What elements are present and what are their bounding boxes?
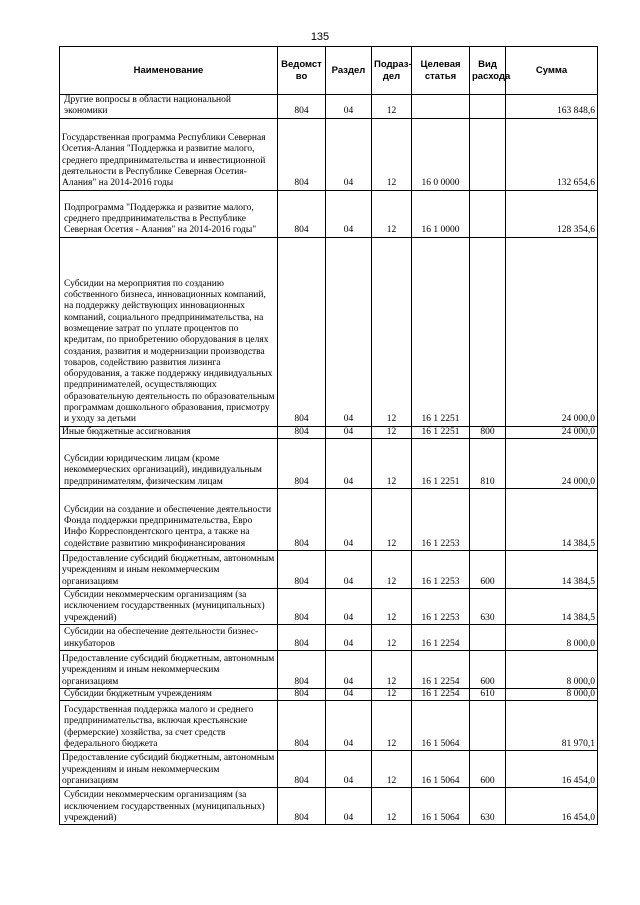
row-subsection: 12 <box>372 118 412 190</box>
row-name: Предоставление субсидий бюджетным, автономным учреждениям и иным некоммерческим организациям <box>60 550 278 588</box>
row-section: 04 <box>326 624 372 650</box>
row-section: 04 <box>326 190 372 237</box>
row-subsection: 12 <box>372 588 412 624</box>
table-row <box>60 788 598 825</box>
row-amount: 24 000,0 <box>506 237 598 426</box>
row-subsection: 12 <box>372 701 412 751</box>
row-expense-type: 630 <box>470 788 506 825</box>
row-section: 04 <box>326 588 372 624</box>
row-dept: 804 <box>278 190 326 237</box>
row-target: 16 1 2251 <box>412 426 470 438</box>
row-subsection: 12 <box>372 237 412 426</box>
row-amount: 128 354,6 <box>506 190 598 237</box>
row-expense-type: 600 <box>470 550 506 588</box>
row-amount: 8 000,0 <box>506 650 598 688</box>
row-target: 16 1 5064 <box>412 701 470 751</box>
row-dept: 804 <box>278 118 326 190</box>
table-row <box>60 488 598 550</box>
row-expense-type: 610 <box>470 688 506 700</box>
row-amount: 8 000,0 <box>506 688 598 700</box>
row-amount: 8 000,0 <box>506 624 598 650</box>
row-expense-type <box>470 118 506 190</box>
row-dept: 804 <box>278 688 326 700</box>
row-dept: 804 <box>278 701 326 751</box>
row-dept: 804 <box>278 624 326 650</box>
row-name: Другие вопросы в области национальной экономики <box>60 95 278 119</box>
row-subsection: 12 <box>372 426 412 438</box>
row-section: 04 <box>326 118 372 190</box>
table-row <box>60 426 598 438</box>
table-row <box>60 95 598 119</box>
table-row <box>60 237 598 426</box>
row-subsection: 12 <box>372 650 412 688</box>
row-section: 04 <box>326 488 372 550</box>
row-dept: 804 <box>278 95 326 119</box>
row-name: Субсидии некоммерческим организациям (за исключением государственных (муниципальных) учреждений) <box>60 588 278 624</box>
row-section: 04 <box>326 438 372 488</box>
table-row <box>60 701 598 751</box>
table-header-row <box>60 47 598 95</box>
header-amount: Сумма <box>506 47 598 95</box>
table-row <box>60 438 598 488</box>
row-target: 16 1 2254 <box>412 688 470 700</box>
table-row <box>60 550 598 588</box>
row-dept: 804 <box>278 426 326 438</box>
row-expense-type <box>470 624 506 650</box>
row-amount: 16 454,0 <box>506 788 598 825</box>
row-section: 04 <box>326 95 372 119</box>
row-name: Субсидии бюджетным учреждениям <box>60 688 278 700</box>
row-subsection: 12 <box>372 95 412 119</box>
page-number: 135 <box>310 31 330 43</box>
row-amount: 24 000,0 <box>506 426 598 438</box>
table-row <box>60 118 598 190</box>
row-expense-type <box>470 701 506 751</box>
row-amount: 24 000,0 <box>506 438 598 488</box>
row-expense-type <box>470 95 506 119</box>
row-target: 16 1 2254 <box>412 650 470 688</box>
header-target: Целевая статья <box>412 47 470 95</box>
row-name: Субсидии некоммерческим организациям (за исключением государственных (муниципальных) учреждений) <box>60 788 278 825</box>
row-dept: 804 <box>278 438 326 488</box>
row-target: 16 1 5064 <box>412 751 470 788</box>
row-section: 04 <box>326 650 372 688</box>
budget-table <box>59 46 598 825</box>
row-name: Государственная программа Республики Северная Осетия-Алания "Поддержка и развитие малого, среднего предпринимательства и инвестиционной деятельности в Республике Северная Осетия-Алания" на 2014-2016 годы <box>60 118 278 190</box>
row-subsection: 12 <box>372 624 412 650</box>
row-subsection: 12 <box>372 788 412 825</box>
row-expense-type: 600 <box>470 751 506 788</box>
row-section: 04 <box>326 426 372 438</box>
row-name: Субсидии юридическим лицам (кроме некоммерческих организаций), индивидуальным предпринимателям, физическим лицам <box>60 438 278 488</box>
header-expense-type: Вид расхода <box>470 47 506 95</box>
row-subsection: 12 <box>372 488 412 550</box>
header-name: Наименование <box>60 47 278 95</box>
row-expense-type: 630 <box>470 588 506 624</box>
row-name: Государственная поддержка малого и среднего предпринимательства, включая крестьянские (фермерские) хозяйства, за счет средств федерального бюджета <box>60 701 278 751</box>
row-section: 04 <box>326 688 372 700</box>
table-row <box>60 650 598 688</box>
row-section: 04 <box>326 237 372 426</box>
row-dept: 804 <box>278 488 326 550</box>
row-target: 16 1 0000 <box>412 190 470 237</box>
row-section: 04 <box>326 788 372 825</box>
row-expense-type: 810 <box>470 438 506 488</box>
row-amount: 163 848,6 <box>506 95 598 119</box>
row-expense-type <box>470 237 506 426</box>
row-dept: 804 <box>278 751 326 788</box>
row-target: 16 1 2251 <box>412 438 470 488</box>
row-amount: 81 970,1 <box>506 701 598 751</box>
table-row <box>60 588 598 624</box>
row-dept: 804 <box>278 550 326 588</box>
row-dept: 804 <box>278 788 326 825</box>
row-expense-type <box>470 190 506 237</box>
row-subsection: 12 <box>372 751 412 788</box>
row-subsection: 12 <box>372 190 412 237</box>
table-row <box>60 688 598 700</box>
row-target: 16 1 2253 <box>412 488 470 550</box>
row-section: 04 <box>326 550 372 588</box>
row-amount: 14 384,5 <box>506 550 598 588</box>
table-row <box>60 624 598 650</box>
row-target: 16 1 5064 <box>412 788 470 825</box>
row-section: 04 <box>326 701 372 751</box>
row-subsection: 12 <box>372 688 412 700</box>
row-target: 16 1 2253 <box>412 588 470 624</box>
row-subsection: 12 <box>372 550 412 588</box>
table-row <box>60 190 598 237</box>
row-target: 16 1 2253 <box>412 550 470 588</box>
row-target: 16 1 2251 <box>412 237 470 426</box>
row-target <box>412 95 470 119</box>
row-dept: 804 <box>278 237 326 426</box>
row-dept: 804 <box>278 650 326 688</box>
row-expense-type: 800 <box>470 426 506 438</box>
row-name: Предоставление субсидий бюджетным, автономным учреждениям и иным некоммерческим организациям <box>60 650 278 688</box>
row-name: Предоставление субсидий бюджетным, автономным учреждениям и иным некоммерческим организациям <box>60 751 278 788</box>
row-amount: 132 654,6 <box>506 118 598 190</box>
row-amount: 14 384,5 <box>506 488 598 550</box>
row-name: Субсидии на мероприятия по созданию собственного бизнеса, инновационных компаний, на поддержку действующих инновационных компаний, социального предпринимательства, на возмещение затрат по уплате процентов по кредитам, по приобретению оборудования в целях создания, развития и модернизации производства товаров, содействию развития лизинга оборудования, а также поддержку индивидуальных предпринимателей, осуществляющих образовательную деятельность по образовательным программам дошкольного образования, присмотру и уходу за детьми <box>60 237 278 426</box>
row-name: Подпрограмма "Поддержка и развитие малого, среднего предпринимательства в Республике Северная Осетия - Алания" на 2014-2016 годы" <box>60 190 278 237</box>
row-target: 16 1 2254 <box>412 624 470 650</box>
table-row <box>60 751 598 788</box>
row-target: 16 0 0000 <box>412 118 470 190</box>
header-section: Раздел <box>326 47 372 95</box>
row-subsection: 12 <box>372 438 412 488</box>
row-name: Субсидии на создание и обеспечение деятельности Фонда поддержки предпринимательства, Евро Инфо Корреспондентского центра, а также на содействие развитию микрофинансирования <box>60 488 278 550</box>
header-subsection: Подраз- дел <box>372 47 412 95</box>
row-amount: 16 454,0 <box>506 751 598 788</box>
header-dept: Ведомст во <box>278 47 326 95</box>
row-expense-type: 600 <box>470 650 506 688</box>
row-dept: 804 <box>278 588 326 624</box>
row-section: 04 <box>326 751 372 788</box>
row-name: Субсидии на обеспечение деятельности бизнес-инкубаторов <box>60 624 278 650</box>
row-name: Иные бюджетные ассигнования <box>60 426 278 438</box>
row-expense-type <box>470 488 506 550</box>
row-amount: 14 384,5 <box>506 588 598 624</box>
